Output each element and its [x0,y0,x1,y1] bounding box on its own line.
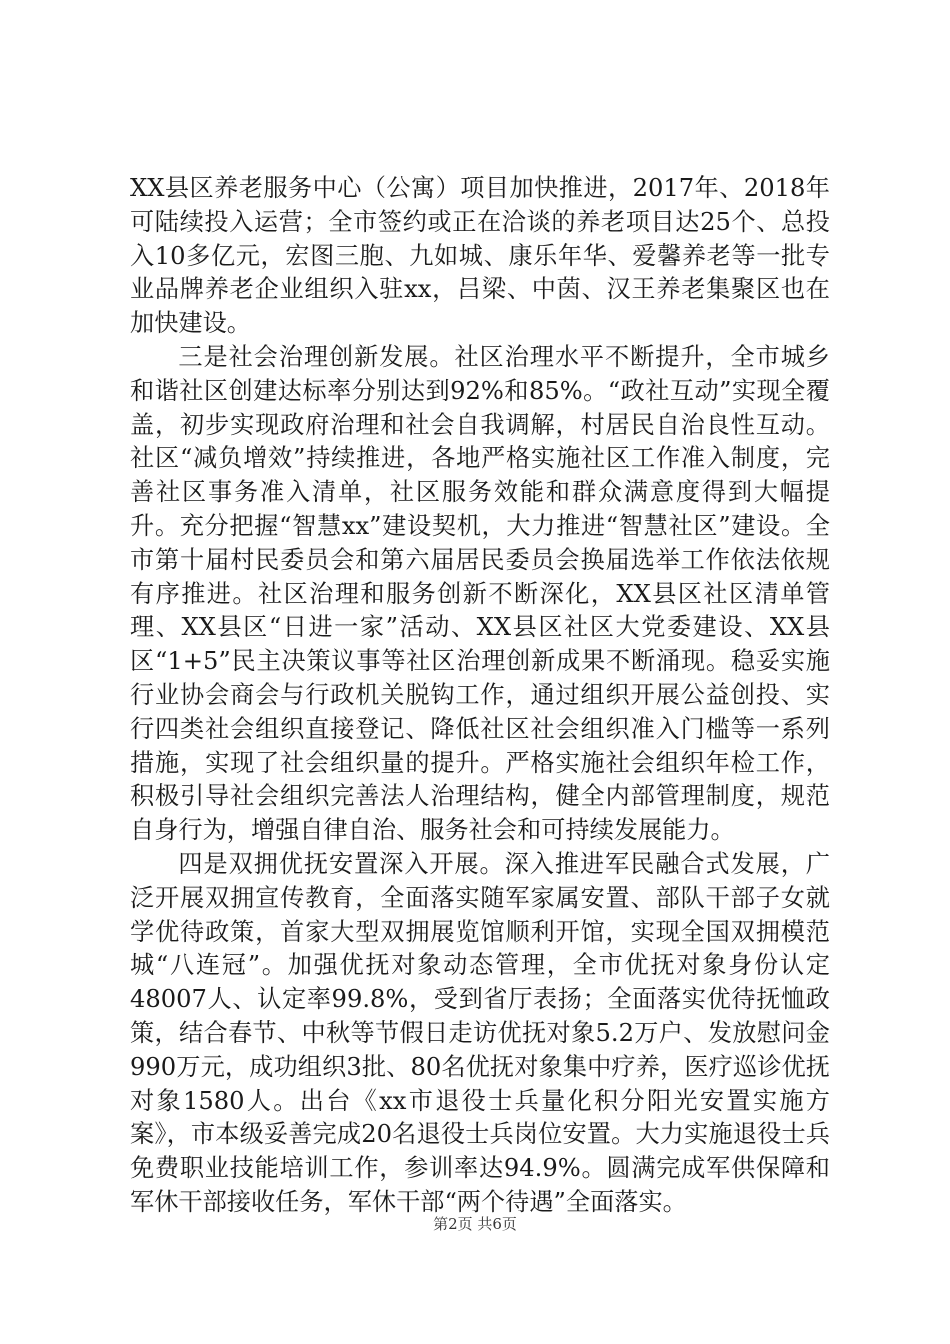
paragraph-social-governance: 三是社会治理创新发展。社区治理水平不断提升，全市城乡和谐社区创建达标率分别达到92%和85%。“政社互动”实现全覆盖，初步实现政府治理和社会自我调解，村居民自治良性互动。社区“减负增效”持续推进，各地严格实施社区工作准入制度，完善社区事务准入清单，社区服务效能和群众满意度得到大幅提升。充分把握“智慧xx”建设契机，大力推进“智慧社区”建设。全市第十届村民委员会和第六届居民委员会换届选举工作依法依规有序推进。社区治理和服务创新不断深化，XX县区社区清单管理、XX县区“日进一家”活动、XX县区社区大党委建设、XX县区“1+5”民主决策议事等社区治理创新成果不断涌现。稳妥实施行业协会商会与行政机关脱钩工作，通过组织开展公益创投、实行四类社会组织直接登记、降低社区社会组织准入门槛等一系列措施，实现了社会组织量的提升。严格实施社会组织年检工作，积极引导社会组织完善法人治理结构，健全内部管理制度，规范自身行为，增强自律自治、服务社会和可持续发展能力。 [130,342,830,845]
paragraph-military-support: 四是双拥优抚安置深入开展。深入推进军民融合式发展，广泛开展双拥宣传教育，全面落实随军家属安置、部队干部子女就学优待政策，首家大型双拥展览馆顺利开馆，实现全国双拥模范城“八连冠”。加强优抚对象动态管理，全市优抚对象身份认定48007人、认定率99.8%，受到省厅表扬；全面落实优待抚恤政策，结合春节、中秋等节假日走访优抚对象5.2万户、发放慰问金990万元，成功组织3批、80名优抚对象集中疗养，医疗巡诊优抚对象1580人。出台《xx市退役士兵量化积分阳光安置实施方案》，市本级妥善完成20名退役士兵岗位安置。大力实施退役士兵免费职业技能培训工作，参训率达94.9%。圆满完成军供保障和军休干部接收任务，军休干部“两个待遇”全面落实。 [130,849,830,1216]
page-number-footer: 第2页 共6页 [433,1215,517,1233]
document-body [130,172,830,1220]
paragraph-continuation: XX县区养老服务中心（公寓）项目加快推进，2017年、2018年可陆续投入运营；全市签约或正在洽谈的养老项目达25个、总投入10多亿元，宏图三胞、九如城、康乐年华、爱馨养老等一批专业品牌养老企业组织入驻xx，吕梁、中茵、汉王养老集聚区也在加快建设。 [130,174,830,338]
